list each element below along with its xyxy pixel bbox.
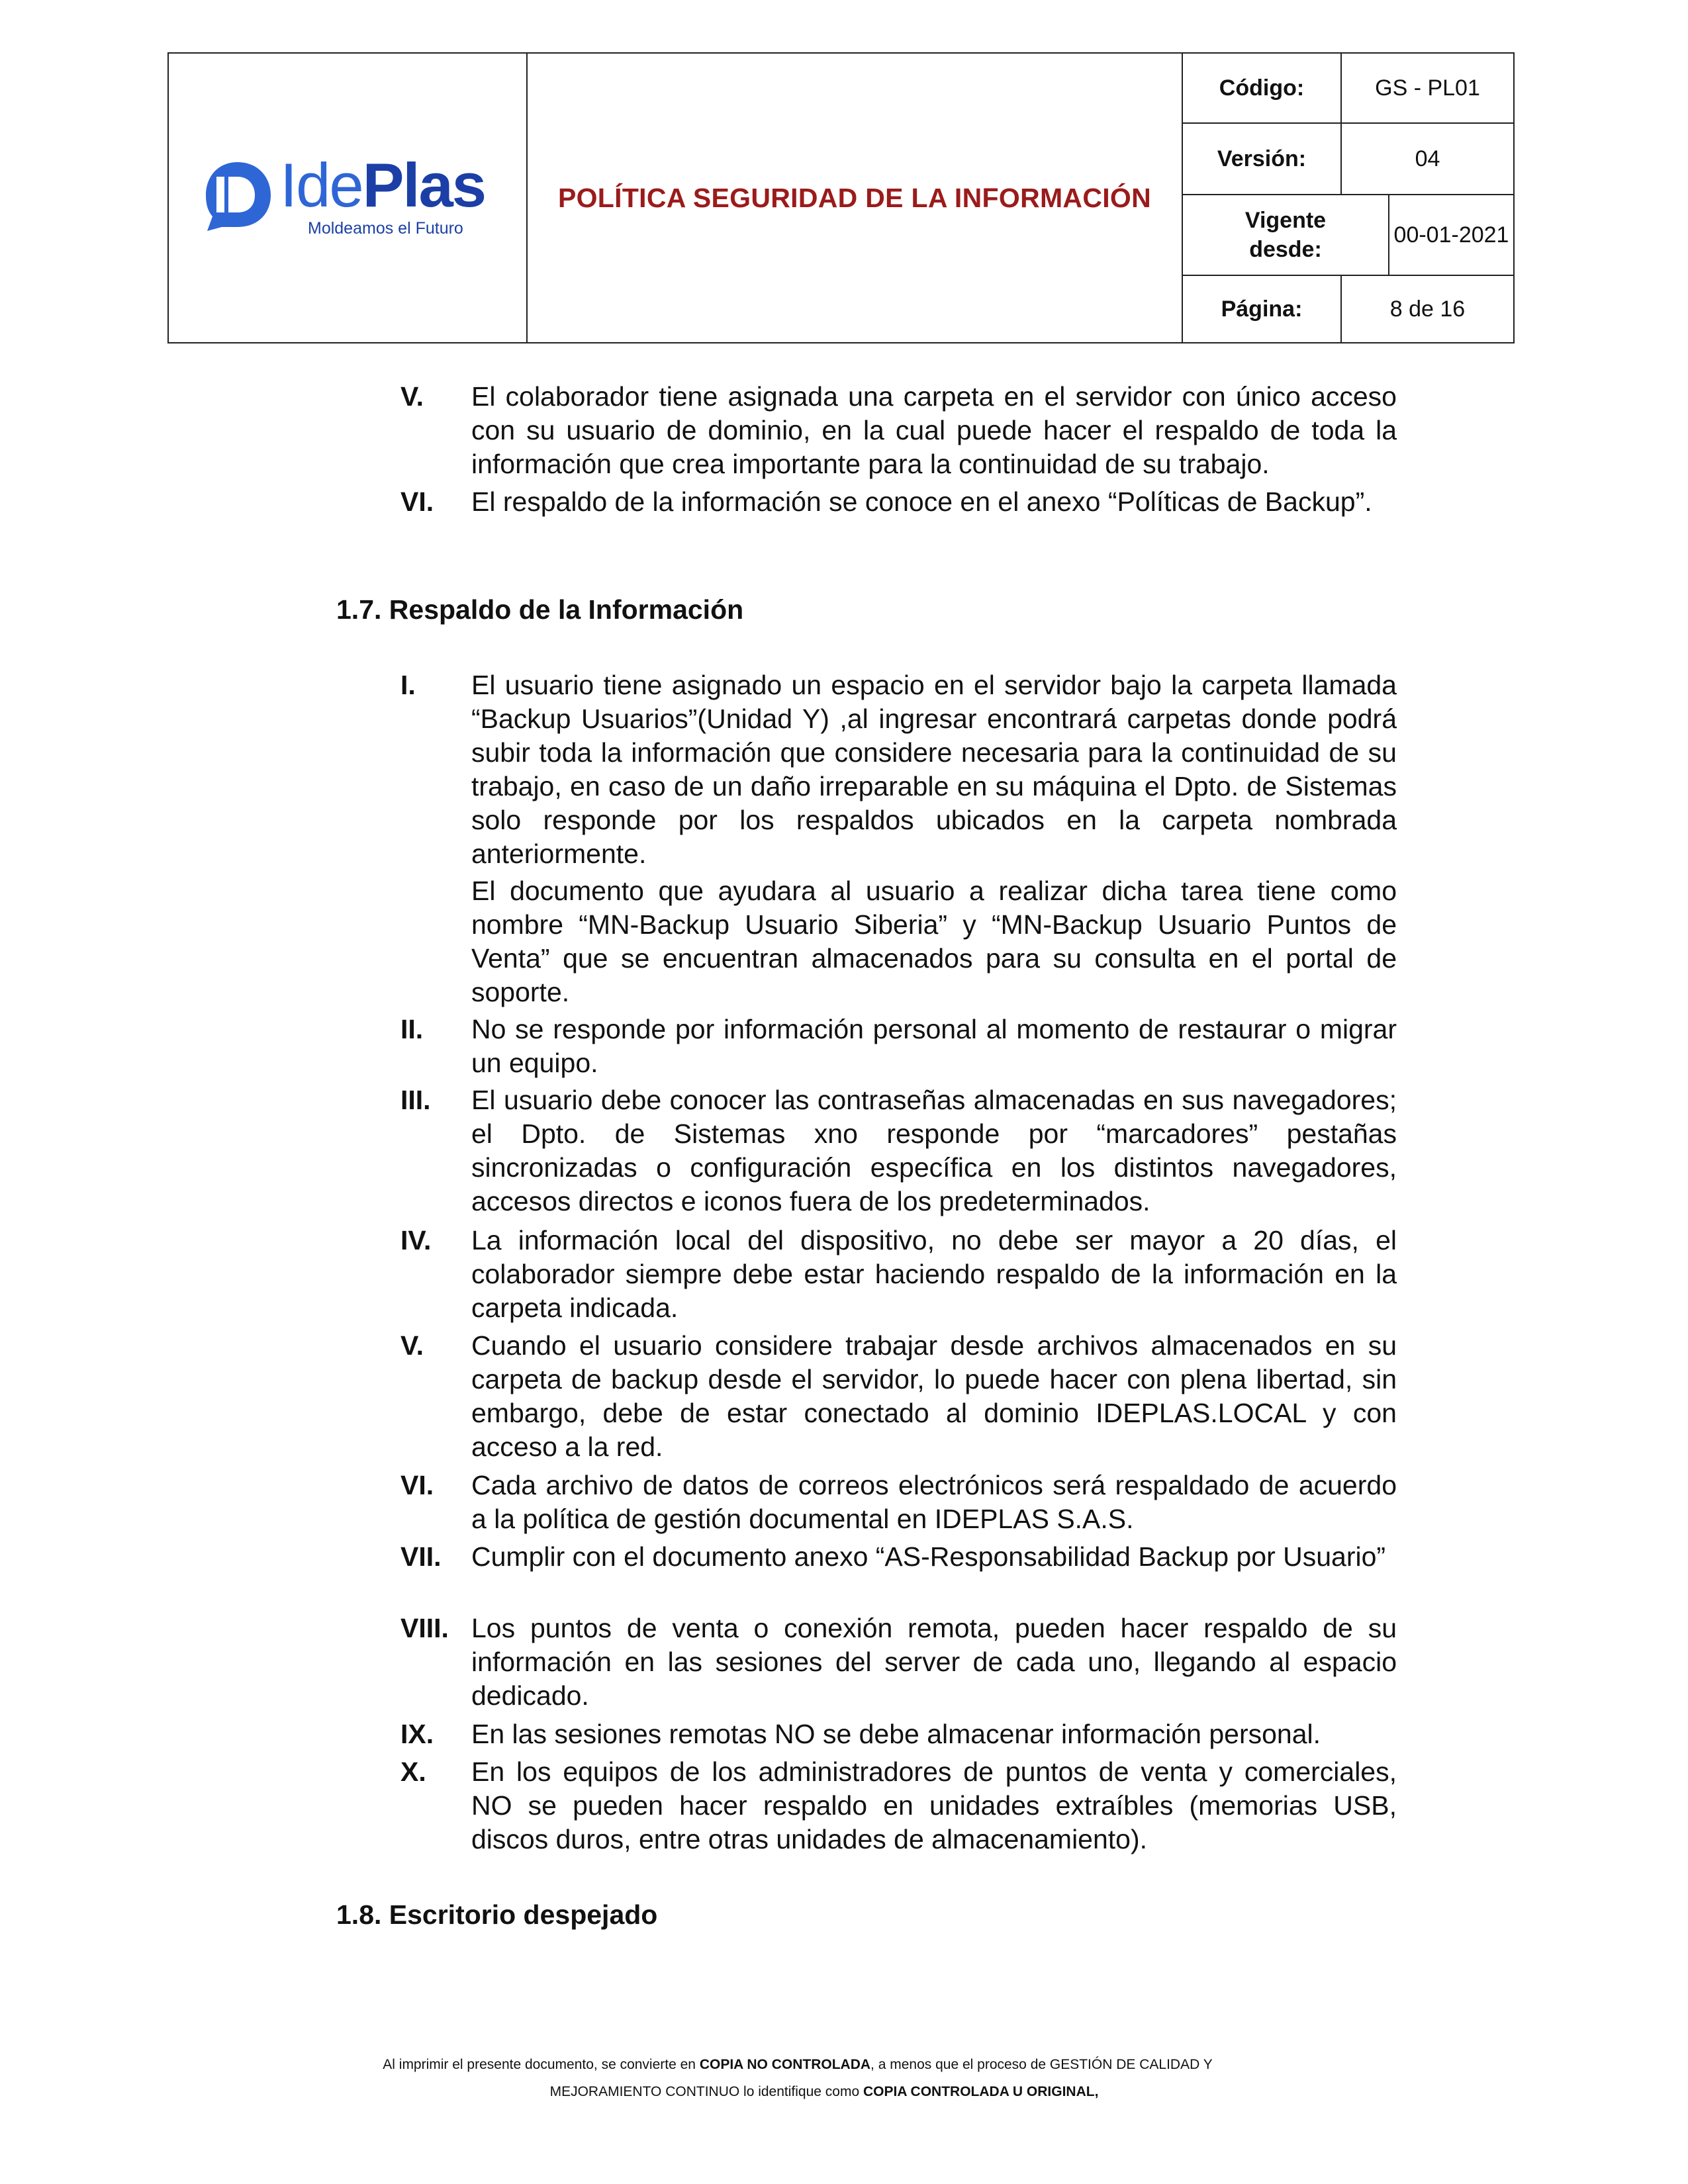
document-title: POLÍTICA SEGURIDAD DE LA INFORMACIÓN [557,182,1152,213]
item-number: V. [400,1330,424,1361]
meta-label: Página: [1183,276,1342,342]
footer-line-1: Al imprimir el presente documento, se convierte en COPIA NO CONTROLADA, a menos que el proceso de GESTIÓN DE CALIDAD Y [383,2057,1213,2072]
meta-row-codigo [1183,54,1513,124]
item-text: Cuando el usuario considere trabajar desde archivos almacenados en su carpeta de backup desde el servidor, lo puede hacer con plena libertad, sin embargo, debe de estar conectado al dominio IDEPLAS.LOCAL y con acceso a la red. [471,1330,1397,1462]
meta-table [1183,54,1513,342]
meta-label: Versión: [1183,124,1342,194]
item-number: IX. [400,1719,434,1749]
item-number: VII. [400,1541,442,1572]
item-text: La información local del dispositivo, no debe ser mayor a 20 días, el colaborador siempre debe estar haciendo respaldo de la información en la carpeta indicada. [471,1225,1397,1323]
meta-value: GS - PL01 [1375,75,1480,101]
meta-value: 8 de 16 [1389,296,1466,322]
item-number: III. [400,1085,431,1115]
logo-wordmark: IdePlas [280,150,486,220]
meta-row-pagina [1183,276,1513,342]
item-text: Cumplir con el documento anexo “AS-Responsabilidad Backup por Usuario” [471,1541,1386,1572]
meta-label: Código: [1183,54,1342,122]
item-number: II. [400,1014,424,1044]
logo-mark-icon [202,158,273,232]
meta-row-vigente [1183,195,1513,276]
item-text: En los equipos de los administradores de puntos de venta y comerciales, NO se pueden hacer respaldo en unidades extraíbles (memorias USB, discos duros, entre otras unidades de almacenamiento). [471,1756,1397,1854]
item-number: V. [400,381,424,412]
item-number: VIII. [400,1613,449,1643]
meta-value: 04 [1415,146,1440,171]
item-text: El usuario tiene asignado un espacio en el servidor bajo la carpeta llamada “Backup Usuarios”(Unidad Y) ,al ingresar encontrará carpetas donde podrá subir toda la información que considere necesaria para la continuidad de su trabajo, en caso de un daño irreparable en su máquina el Dpto. de Sistemas solo responde por los respaldos ubicados en la carpeta nombrada anteriormente. [471,670,1397,869]
logo-cell [169,54,528,342]
item-text: El respaldo de la información se conoce en el anexo “Políticas de Backup”. [471,486,1372,517]
item-text: Los puntos de venta o conexión remota, pueden hacer respaldo de su información en las sesiones del server de cada uno, llegando al espacio dedicado. [471,1613,1397,1711]
section-heading-1-7: 1.7. Respaldo de la Información [336,594,744,625]
document-header [167,52,1515,343]
footer-line-2: MEJORAMIENTO CONTINUO lo identifique como COPIA CONTROLADA U ORIGINAL, [549,2084,1099,2099]
section-heading-1-8: 1.8. Escritorio despejado [336,1899,658,1930]
item-text: No se responde por información personal al momento de restaurar o migrar un equipo. [471,1014,1397,1078]
meta-label: Vigente desde: [1183,195,1389,275]
item-number: VI. [400,486,434,517]
item-text: El colaborador tiene asignada una carpeta en el servidor con único acceso con su usuario de dominio, en la cual puede hacer el respaldo de toda la información que crea importante para la continuidad de su trabajo. [471,381,1397,479]
item-text: Cada archivo de datos de correos electrónicos será respaldado de acuerdo a la política de gestión documental en IDEPLAS S.A.S. [471,1470,1397,1534]
item-number: X. [400,1756,426,1787]
item-number: I. [400,670,416,700]
item-number: IV. [400,1225,432,1255]
item-text: El usuario debe conocer las contraseñas almacenadas en sus navegadores; el Dpto. de Sistemas xno responde por “marcadores” pestañas sincronizadas o configuración específica en los distintos navegadores, accesos directos e iconos fuera de los predeterminados. [471,1085,1397,1216]
item-number: VI. [400,1470,434,1500]
logo-tagline: Moldeamos el Futuro [308,219,463,238]
meta-row-version [1183,124,1513,195]
meta-value: 00-01-2021 [1393,222,1509,248]
item-text: En las sesiones remotas NO se debe almacenar información personal. [471,1719,1321,1749]
item-paragraph: El documento que ayudara al usuario a realizar dicha tarea tiene como nombre “MN-Backup Usuario Siberia” y “MN-Backup Usuario Puntos de Venta” que se encuentran almacenados para su consulta en el portal de soporte. [471,876,1397,1007]
title-cell [528,54,1183,342]
